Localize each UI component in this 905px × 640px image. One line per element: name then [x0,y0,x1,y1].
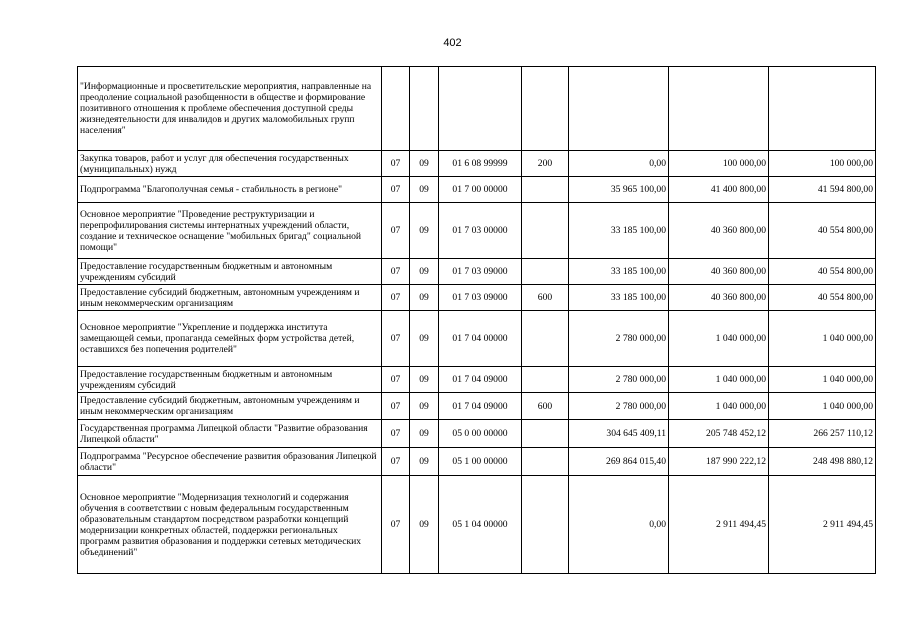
amount-col2-cell: 40 360 800,00 [669,285,769,311]
amount-col2-cell: 1 040 000,00 [669,311,769,367]
table-row [78,177,876,203]
table-row [78,393,876,420]
target-article-cell: 01 6 08 99999 [439,151,522,177]
amount-col2-cell: 1 040 000,00 [669,367,769,393]
budget-table [77,66,876,574]
amount-col1-cell: 2 780 000,00 [569,393,669,420]
subsection-code-cell: 09 [410,393,439,420]
subsection-code-cell: 09 [410,476,439,574]
amount-col1-cell: 0,00 [569,476,669,574]
section-code-cell: 07 [382,151,410,177]
section-code-cell: 07 [382,448,410,476]
section-code-cell: 07 [382,367,410,393]
expense-type-cell [522,367,569,393]
expense-type-cell [522,203,569,259]
table-row [78,203,876,259]
expense-type-cell [522,67,569,151]
target-article-cell: 05 0 00 00000 [439,420,522,448]
amount-col1-cell: 33 185 100,00 [569,259,669,285]
subsection-code-cell: 09 [410,367,439,393]
expense-type-cell [522,420,569,448]
amount-col3-cell: 100 000,00 [769,151,876,177]
row-name-cell: Основное мероприятие "Модернизация технологий и содержания обучения в соответствии с новым федеральным государственным образовательным стандартом посредством разработки концепций модернизации конкретных областей, поддержки региональных программ развития образования и поддержки сетевых методических объединений" [78,476,382,574]
amount-col3-cell: 1 040 000,00 [769,393,876,420]
amount-col2-cell: 1 040 000,00 [669,393,769,420]
amount-col3-cell [769,67,876,151]
row-name-cell: Предоставление субсидий бюджетным, автономным учреждениям и иным некоммерческим организациям [78,393,382,420]
table-row [78,259,876,285]
subsection-code-cell: 09 [410,448,439,476]
row-name-cell: Основное мероприятие "Проведение реструктуризации и перепрофилирования системы интернатных учреждений области, создание и техническое оснащение "мобильных бригад" социальной помощи" [78,203,382,259]
amount-col2-cell [669,67,769,151]
amount-col3-cell: 1 040 000,00 [769,311,876,367]
amount-col2-cell: 2 911 494,45 [669,476,769,574]
target-article-cell: 01 7 04 09000 [439,393,522,420]
amount-col1-cell: 2 780 000,00 [569,311,669,367]
section-code-cell [382,67,410,151]
section-code-cell: 07 [382,177,410,203]
expense-type-cell: 600 [522,393,569,420]
table-row [78,367,876,393]
amount-col3-cell: 40 554 800,00 [769,203,876,259]
subsection-code-cell [410,67,439,151]
row-name-cell: Закупка товаров, работ и услуг для обеспечения государственных (муниципальных) нужд [78,151,382,177]
section-code-cell: 07 [382,476,410,574]
table-row [78,151,876,177]
amount-col1-cell: 33 185 100,00 [569,285,669,311]
amount-col3-cell: 266 257 110,12 [769,420,876,448]
amount-col2-cell: 40 360 800,00 [669,203,769,259]
amount-col1-cell: 2 780 000,00 [569,367,669,393]
amount-col1-cell: 35 965 100,00 [569,177,669,203]
row-name-cell: "Информационные и просветительские мероприятия, направленные на преодоление социальной разобщенности в обществе и формирование позитивного отношения к проблеме обеспечения доступной среды жизнедеятельности для инвалидов и других маломобильных групп населения" [78,67,382,151]
row-name-cell: Подпрограмма "Благополучная семья - стабильность в регионе" [78,177,382,203]
subsection-code-cell: 09 [410,311,439,367]
section-code-cell: 07 [382,311,410,367]
amount-col1-cell: 269 864 015,40 [569,448,669,476]
section-code-cell: 07 [382,203,410,259]
expense-type-cell: 200 [522,151,569,177]
amount-col3-cell: 40 554 800,00 [769,259,876,285]
amount-col3-cell: 248 498 880,12 [769,448,876,476]
amount-col1-cell: 0,00 [569,151,669,177]
expense-type-cell [522,177,569,203]
amount-col2-cell: 41 400 800,00 [669,177,769,203]
target-article-cell: 01 7 03 09000 [439,259,522,285]
target-article-cell: 01 7 03 09000 [439,285,522,311]
target-article-cell: 01 7 04 00000 [439,311,522,367]
amount-col3-cell: 40 554 800,00 [769,285,876,311]
row-name-cell: Предоставление государственным бюджетным и автономным учреждениям субсидий [78,259,382,285]
subsection-code-cell: 09 [410,203,439,259]
amount-col1-cell: 33 185 100,00 [569,203,669,259]
subsection-code-cell: 09 [410,177,439,203]
row-name-cell: Предоставление государственным бюджетным и автономным учреждениям субсидий [78,367,382,393]
subsection-code-cell: 09 [410,151,439,177]
expense-type-cell: 600 [522,285,569,311]
amount-col3-cell: 2 911 494,45 [769,476,876,574]
target-article-cell [439,67,522,151]
target-article-cell: 05 1 04 00000 [439,476,522,574]
section-code-cell: 07 [382,259,410,285]
expense-type-cell [522,311,569,367]
section-code-cell: 07 [382,285,410,311]
amount-col3-cell: 41 594 800,00 [769,177,876,203]
row-name-cell: Предоставление субсидий бюджетным, автономным учреждениям и иным некоммерческим организациям [78,285,382,311]
subsection-code-cell: 09 [410,285,439,311]
row-name-cell: Основное мероприятие "Укрепление и поддержка института замещающей семьи, пропаганда семейных форм устройства детей, оставшихся без попечения родителей" [78,311,382,367]
subsection-code-cell: 09 [410,259,439,285]
table-row [78,476,876,574]
table-row [78,311,876,367]
amount-col2-cell: 100 000,00 [669,151,769,177]
expense-type-cell [522,476,569,574]
table-row [78,448,876,476]
table-row [78,420,876,448]
subsection-code-cell: 09 [410,420,439,448]
expense-type-cell [522,448,569,476]
row-name-cell: Государственная программа Липецкой области "Развитие образования Липецкой области" [78,420,382,448]
amount-col2-cell: 187 990 222,12 [669,448,769,476]
amount-col1-cell: 304 645 409,11 [569,420,669,448]
table-row [78,285,876,311]
amount-col2-cell: 205 748 452,12 [669,420,769,448]
amount-col2-cell: 40 360 800,00 [669,259,769,285]
section-code-cell: 07 [382,393,410,420]
expense-type-cell [522,259,569,285]
page-number: 402 [443,37,462,49]
row-name-cell: Подпрограмма "Ресурсное обеспечение развития образования Липецкой области" [78,448,382,476]
amount-col3-cell: 1 040 000,00 [769,367,876,393]
target-article-cell: 01 7 04 09000 [439,367,522,393]
target-article-cell: 01 7 03 00000 [439,203,522,259]
section-code-cell: 07 [382,420,410,448]
target-article-cell: 01 7 00 00000 [439,177,522,203]
table-row [78,67,876,151]
amount-col1-cell [569,67,669,151]
target-article-cell: 05 1 00 00000 [439,448,522,476]
